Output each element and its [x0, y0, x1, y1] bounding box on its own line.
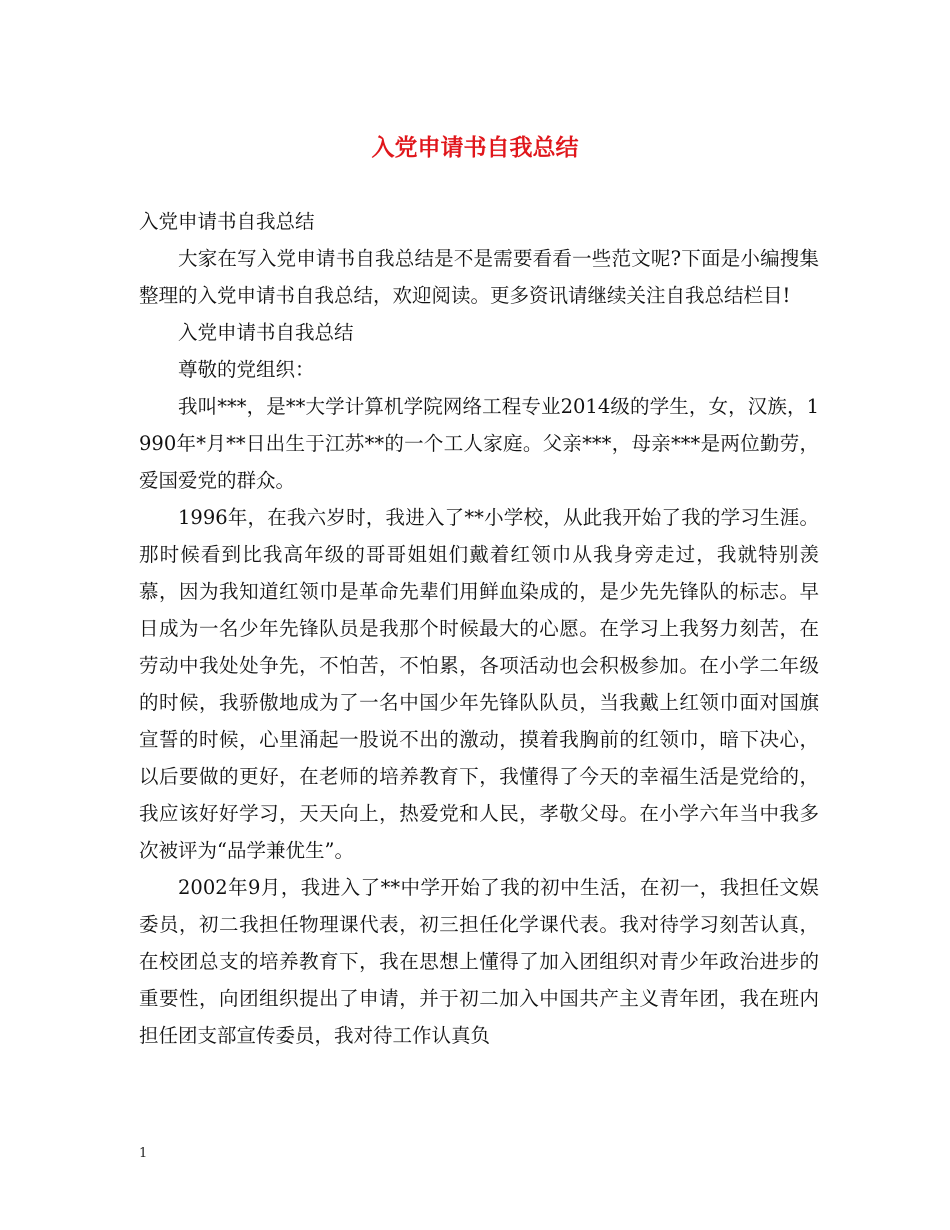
paragraph-primary-school: 1996年，在我六岁时，我进入了**小学校，从此我开始了我的学习生涯。那时候看到比我高年级的哥哥姐姐们戴着红领巾从我身旁走过，我就特别羡慕，因为我知道红领巾是革命先辈们用鲜血染成的，是少先先锋队的标志。早日成为一名少年先锋队员是我那个时候最大的心愿。在学习上我努力刻苦，在劳动中我处处争先，不怕苦，不怕累，各项活动也会积极参加。在小学二年级的时候，我骄傲地成为了一名中国少年先锋队队员，当我戴上红领巾面对国旗宣誓的时候，心里涌起一股说不出的激动，摸着我胸前的红领巾，暗下决心，以后要做的更好，在老师的培养教育下，我懂得了今天的幸福生活是党给的，我应该好好学习，天天向上，热爱党和人民，孝敬父母。在小学六年当中我多次被评为“品学兼优生”。	[139, 506, 819, 862]
paragraph-self-introduction: 我叫***，是**大学计算机学院网络工程专业2014级的学生，女，汉族，1990年*月**日出生于江苏**的一个工人家庭。父亲***，母亲***是两位勤劳，爱国爱党的群众。	[139, 395, 819, 492]
paragraph-salutation: 尊敬的党组织：	[178, 358, 315, 381]
paragraph-heading: 入党申请书自我总结	[139, 210, 315, 233]
document-body	[139, 203, 819, 1054]
paragraph-intro: 大家在写入党申请书自我总结是不是需要看看一些范文呢?下面是小编搜集整理的入党申请书自我总结，欢迎阅读。更多资讯请继续关注自我总结栏目!	[139, 247, 819, 307]
page-number: 1	[139, 1146, 148, 1161]
paragraph-middle-school: 2002年9月，我进入了**中学开始了我的初中生活，在初一，我担任文娱委员，初二我担任物理课代表，初三担任化学课代表。我对待学习刻苦认真，在校团总支的培养教育下，我在思想上懂得了加入团组织对青少年政治进步的重要性，向团组织提出了申请，并于初二加入中国共产主义青年团，我在班内担任团支部宣传委员，我对待工作认真负	[139, 876, 819, 1047]
paragraph-subtitle: 入党申请书自我总结	[178, 321, 354, 344]
document-title: 入党申请书自我总结	[371, 134, 579, 161]
